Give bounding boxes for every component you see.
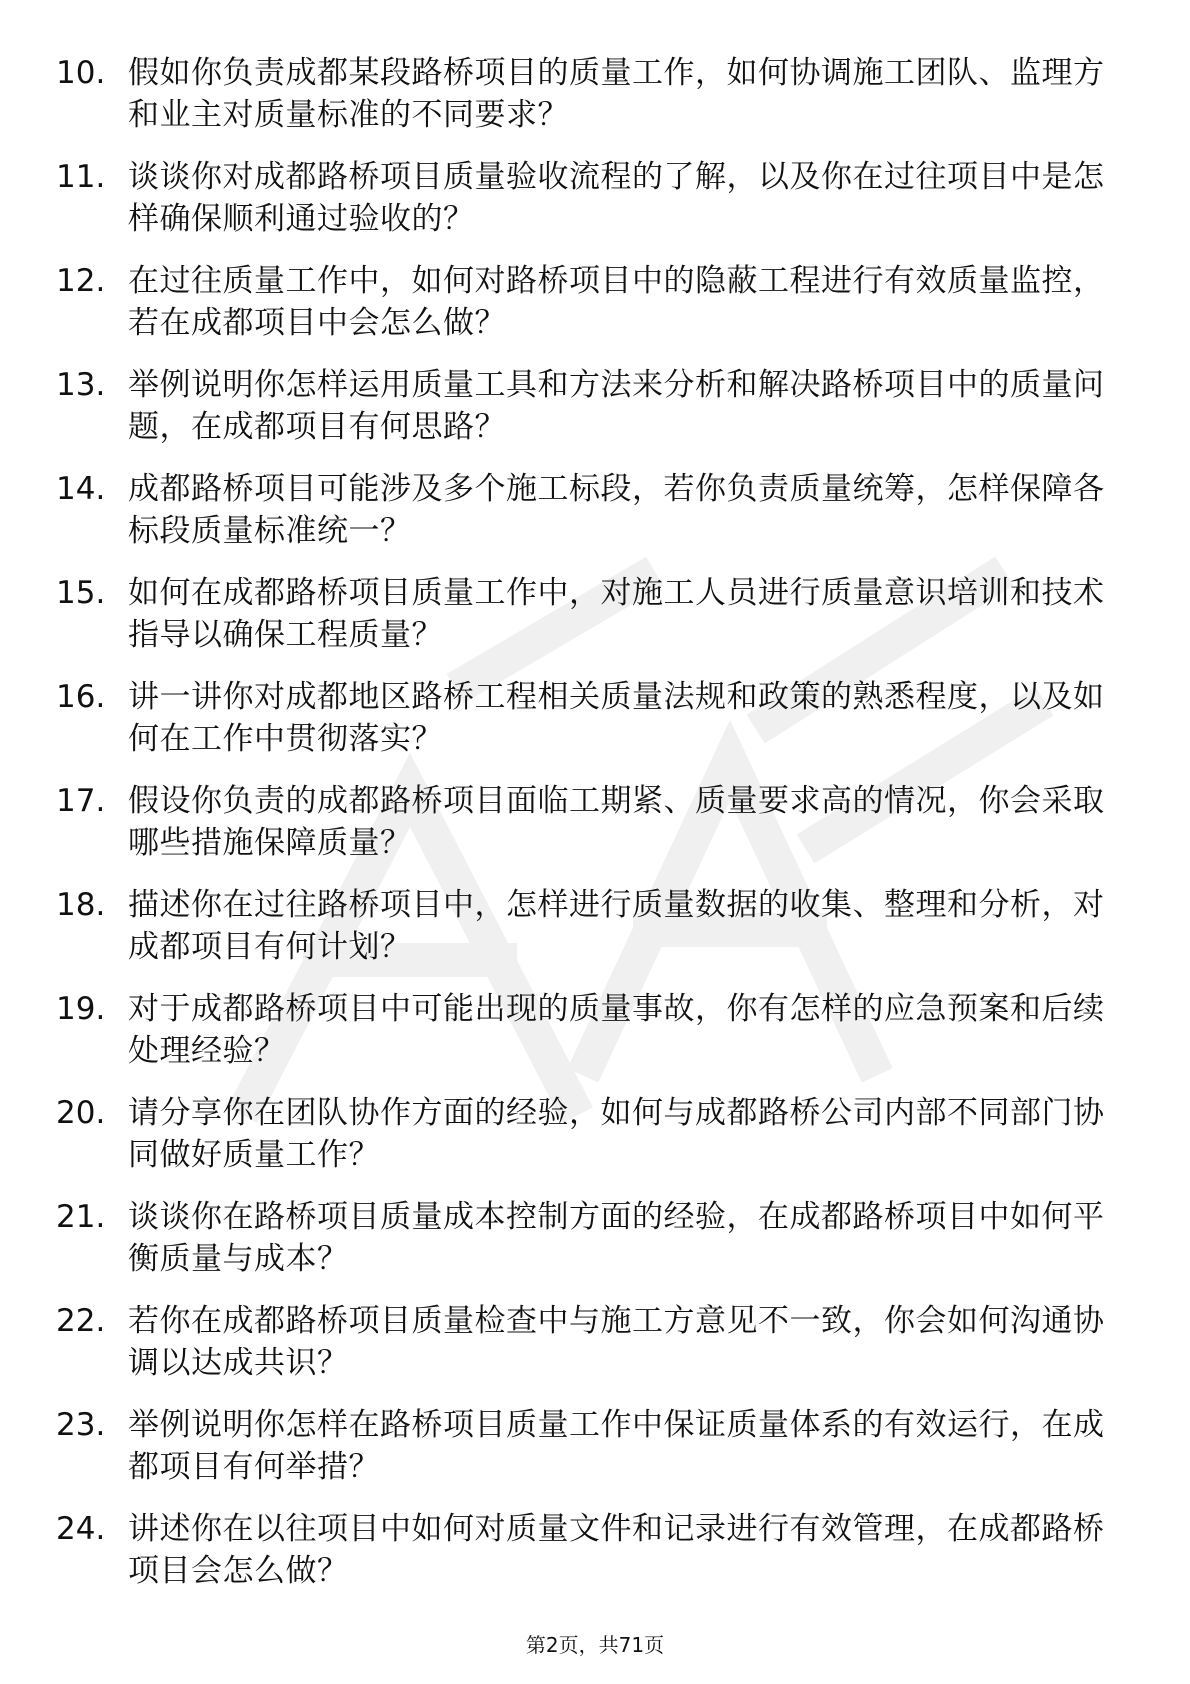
question-number: 20.	[56, 1095, 106, 1131]
question-number: 23.	[56, 1407, 106, 1443]
question-number: 21.	[56, 1199, 106, 1235]
question-item	[0, 780, 1190, 884]
question-number: 22.	[56, 1303, 106, 1339]
question-item	[0, 572, 1190, 676]
question-number: 10.	[56, 55, 106, 91]
question-number: 18.	[56, 887, 106, 923]
question-number: 24.	[56, 1511, 106, 1547]
question-text: 对于成都路桥项目中可能出现的质量事故，你有怎样的应急预案和后续处理经验？	[128, 991, 1105, 1069]
question-text: 谈谈你在路桥项目质量成本控制方面的经验，在成都路桥项目中如何平衡质量与成本？	[128, 1199, 1105, 1277]
question-number: 16.	[56, 679, 106, 715]
question-number: 12.	[56, 263, 106, 299]
question-item	[0, 884, 1190, 988]
question-text: 假如你负责成都某段路桥项目的质量工作，如何协调施工团队、监理方和业主对质量标准的不同要求？	[128, 55, 1105, 133]
question-text: 讲述你在以往项目中如何对质量文件和记录进行有效管理，在成都路桥项目会怎么做？	[128, 1511, 1105, 1589]
question-number: 17.	[56, 783, 106, 819]
question-number: 13.	[56, 367, 106, 403]
question-item	[0, 1300, 1190, 1404]
question-text: 若你在成都路桥项目质量检查中与施工方意见不一致，你会如何沟通协调以达成共识？	[128, 1303, 1105, 1381]
question-item	[0, 988, 1190, 1092]
page-indicator: 第2页，共71页	[525, 1633, 665, 1657]
question-number: 19.	[56, 991, 106, 1027]
question-number: 14.	[56, 471, 106, 507]
question-item	[0, 1196, 1190, 1300]
question-text: 如何在成都路桥项目质量工作中，对施工人员进行质量意识培训和技术指导以确保工程质量？	[128, 575, 1105, 653]
question-text: 描述你在过往路桥项目中，怎样进行质量数据的收集、整理和分析，对成都项目有何计划？	[128, 887, 1105, 965]
question-text: 举例说明你怎样运用质量工具和方法来分析和解决路桥项目中的质量问题，在成都项目有何思路？	[128, 367, 1105, 445]
question-number: 15.	[56, 575, 106, 611]
question-text: 请分享你在团队协作方面的经验，如何与成都路桥公司内部不同部门协同做好质量工作？	[128, 1095, 1105, 1173]
question-text: 讲一讲你对成都地区路桥工程相关质量法规和政策的熟悉程度，以及如何在工作中贯彻落实？	[128, 679, 1105, 757]
question-list	[0, 52, 1190, 1612]
question-item	[0, 1092, 1190, 1196]
question-item	[0, 260, 1190, 364]
question-item	[0, 676, 1190, 780]
question-item	[0, 364, 1190, 468]
question-number: 11.	[56, 159, 106, 195]
question-item	[0, 156, 1190, 260]
question-item	[0, 1404, 1190, 1508]
question-text: 在过往质量工作中，如何对路桥项目中的隐蔽工程进行有效质量监控，若在成都项目中会怎么做？	[128, 263, 1105, 341]
question-text: 谈谈你对成都路桥项目质量验收流程的了解，以及你在过往项目中是怎样确保顺利通过验收的？	[128, 159, 1105, 237]
question-text: 成都路桥项目可能涉及多个施工标段，若你负责质量统筹，怎样保障各标段质量标准统一？	[128, 471, 1105, 549]
question-item	[0, 52, 1190, 156]
question-text: 假设你负责的成都路桥项目面临工期紧、质量要求高的情况，你会采取哪些措施保障质量？	[128, 783, 1105, 861]
question-item	[0, 468, 1190, 572]
question-item	[0, 1508, 1190, 1612]
question-text: 举例说明你怎样在路桥项目质量工作中保证质量体系的有效运行，在成都项目有何举措？	[128, 1407, 1105, 1485]
